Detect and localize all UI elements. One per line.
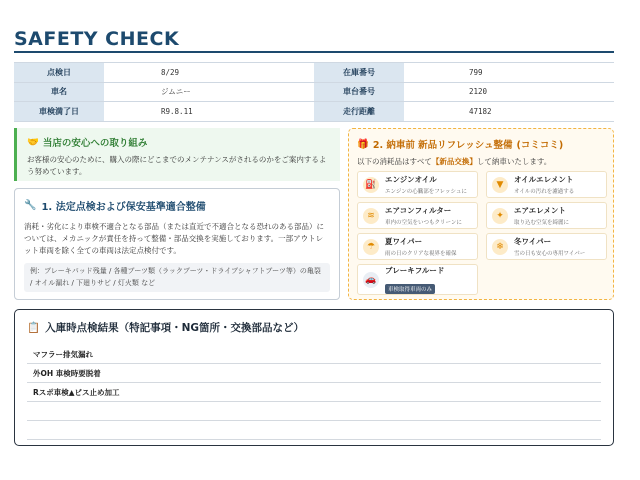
refresh-heading xyxy=(357,137,605,151)
vehicle-info-table xyxy=(14,62,614,122)
item-name: ブレーキフルード xyxy=(385,265,445,275)
air-icon: ✦ xyxy=(492,208,508,224)
car-name-value: ジムニー xyxy=(104,82,314,102)
list-item xyxy=(27,421,601,440)
item-name: オイルエレメント xyxy=(514,175,574,184)
refresh-item xyxy=(486,202,607,229)
refresh-item xyxy=(486,233,607,260)
oil-can-icon: ⛽ xyxy=(363,177,379,193)
title-divider xyxy=(14,51,614,53)
item-desc: 車内の空気をいつもクリーンに xyxy=(385,220,462,226)
handshake-icon: 🤝 xyxy=(27,136,39,148)
stock-number-label: 在庫番号 xyxy=(314,63,404,83)
item-desc: オイルの汚れを濾過する xyxy=(514,189,575,195)
legal-title: 1. 法定点検および保安基準適合整備 xyxy=(41,202,206,213)
legal-example: 例：ブレーキパッド残量 / 各種ブーツ類（ラックブーツ・ドライブシャフトブーツ等）の亀裂 / オイル漏れ / 下廻りサビ / 灯火類 など xyxy=(24,263,330,292)
snowflake-icon: ❄ xyxy=(492,239,508,255)
list-item: 外OH 車検時要脱着 xyxy=(27,364,601,383)
item-badge: 車検取得車両のみ xyxy=(385,284,435,294)
notice-body: お客様の安心のために、購入の際にどこまでのメンテナンスがされるのかをご案内するよう努めています。 xyxy=(27,155,327,176)
legal-heading xyxy=(24,198,330,213)
refresh-lead xyxy=(357,156,605,167)
results-list xyxy=(27,345,601,440)
chassis-number-label: 車台番号 xyxy=(314,82,404,102)
wrench-icon: 🔧 xyxy=(24,200,37,211)
refresh-item xyxy=(357,264,478,295)
inspection-results-box xyxy=(14,309,614,446)
refresh-items xyxy=(357,171,607,295)
legal-body: 消耗・劣化により車検不適合となる部品（または直近で不適合となる恐れのある部品）については、メカニックが責任を持って整備・部品交換を実施しております。一部アウトレット車両を除く全ての車両は法定点検付です。 xyxy=(24,222,324,255)
item-desc: 取り込む空気を綺麗に xyxy=(514,220,570,226)
refresh-item xyxy=(357,233,478,260)
inspection-expiry-value: R9.8.11 xyxy=(104,102,314,122)
reassurance-notice xyxy=(14,128,340,181)
lead-emphasis: 【新品交換】 xyxy=(431,157,477,166)
statutory-inspection-box xyxy=(14,188,340,300)
table-row xyxy=(14,102,614,122)
list-item: マフラー排気漏れ xyxy=(27,345,601,364)
item-name: 冬ワイパー xyxy=(514,237,552,246)
car-icon: 🚗 xyxy=(363,272,379,288)
item-desc: 雪の日も安心の専用ワイパー xyxy=(514,251,586,257)
gift-icon: 🎁 xyxy=(357,138,369,150)
lead-post: して納車いたします。 xyxy=(476,157,552,166)
item-name: エンジンオイル xyxy=(385,175,437,184)
clipboard-check-icon: 📋 xyxy=(27,322,41,334)
inspection-expiry-label: 車検満了日 xyxy=(14,102,104,122)
car-name-label: 車名 xyxy=(14,82,104,102)
refresh-item xyxy=(357,202,478,229)
item-desc: 雨の日のクリアな視界を確保 xyxy=(385,251,457,257)
refresh-subtitle: (コミコミ) xyxy=(516,140,564,151)
filter-icon: ▼ xyxy=(492,177,508,193)
item-name: 夏ワイパー xyxy=(385,237,423,246)
results-heading xyxy=(27,320,601,335)
item-desc: エンジンの心臓部をフレッシュに xyxy=(385,189,467,195)
refresh-title: 2. 納車前 新品リフレッシュ整備 xyxy=(372,140,513,151)
inspection-date-label: 点検日 xyxy=(14,63,104,83)
lead-pre: 以下の消耗品はすべて xyxy=(357,157,432,166)
list-item xyxy=(27,402,601,421)
mileage-label: 走行距離 xyxy=(314,102,404,122)
rain-icon: ☂ xyxy=(363,239,379,255)
inspection-date-value: 8/29 xyxy=(104,63,314,83)
refresh-item xyxy=(486,171,607,198)
notice-heading xyxy=(27,135,330,149)
item-name: エアコンフィルター xyxy=(385,206,452,215)
stock-number-value: 799 xyxy=(404,63,614,83)
fan-icon: ≋ xyxy=(363,208,379,224)
list-item: Rスポ車検▲ビス止め加工 xyxy=(27,383,601,402)
item-name: エアエレメント xyxy=(514,206,566,215)
refresh-maintenance-box xyxy=(348,128,614,300)
notice-title: 当店の安心への取り組み xyxy=(42,138,148,149)
table-row xyxy=(14,82,614,102)
page-title: SAFETY CHECK xyxy=(14,28,180,50)
mileage-value: 47182 xyxy=(404,102,614,122)
table-row xyxy=(14,63,614,83)
refresh-item xyxy=(357,171,478,198)
results-title: 入庫時点検結果（特記事項・NG箇所・交換部品など） xyxy=(45,322,304,334)
chassis-number-value: 2120 xyxy=(404,82,614,102)
